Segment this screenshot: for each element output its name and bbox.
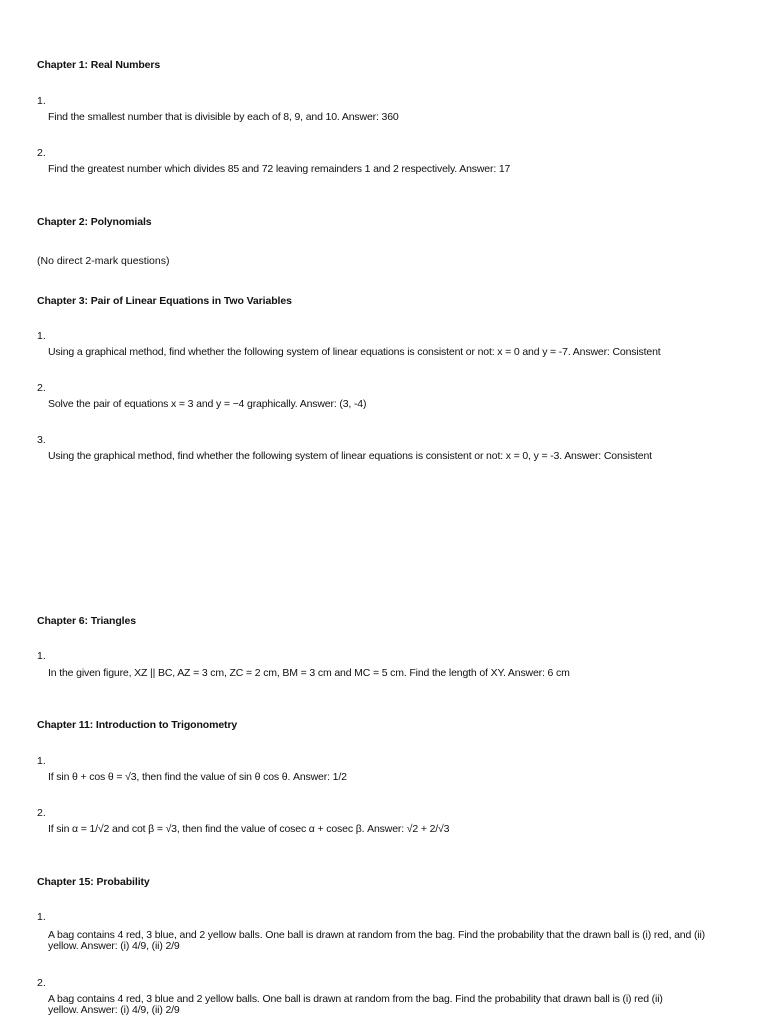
question-text: In the given figure, XZ || BC, AZ = 3 cm, ZC = 2 cm, BM = 3 cm and MC = 5 cm. Find the length of XY. Answer: 6 cm (48, 667, 570, 679)
question-text: A bag contains 4 red, 3 blue and 2 yellow balls. One ball is drawn at random from the bag. Find the probability that drawn ball is (i) red (ii) yellow. Answer: (i) 4/9, (ii) 2/9 (48, 993, 663, 1016)
question-number: 3. (37, 434, 46, 446)
question-text: If sin θ + cos θ = √3, then find the value of sin θ cos θ. Answer: 1/2 (48, 771, 347, 783)
chapter-note: (No direct 2-mark questions) (37, 255, 170, 267)
question-text: Using a graphical method, find whether the following system of linear equations is consistent or not: x = 0 and y = -7. Answer: Consistent (48, 346, 661, 358)
chapter-heading: Chapter 2: Polynomials (37, 216, 152, 228)
question-text: A bag contains 4 red, 3 blue, and 2 yellow balls. One ball is drawn at random from the bag. Find the probability that the drawn ball is (i) red, and (ii) yellow. Answer: (i) 4/9, (ii) 2/9 (48, 929, 706, 952)
question-number: 2. (37, 382, 46, 394)
chapter-heading: Chapter 6: Triangles (37, 615, 136, 627)
question-text: Find the smallest number that is divisible by each of 8, 9, and 10. Answer: 360 (48, 111, 399, 123)
question-number: 1. (37, 650, 46, 662)
question-text: Find the greatest number which divides 85 and 72 leaving remainders 1 and 2 respectively. Answer: 17 (48, 163, 511, 175)
chapter-heading: Chapter 3: Pair of Linear Equations in Two Variables (37, 295, 292, 307)
chapter-heading: Chapter 15: Probability (37, 876, 150, 888)
question-text: Solve the pair of equations x = 3 and y = −4 graphically. Answer: (3, -4) (48, 398, 367, 410)
question-text: If sin α = 1/√2 and cot β = √3, then find the value of cosec α + cosec β. Answer: √2 + 2/√3 (48, 823, 450, 835)
question-number: 2. (37, 147, 46, 159)
question-number: 1. (37, 911, 46, 923)
question-number: 1. (37, 755, 46, 767)
question-number: 2. (37, 977, 46, 989)
question-number: 1. (37, 330, 46, 342)
question-number: 2. (37, 807, 46, 819)
chapter-heading: Chapter 1: Real Numbers (37, 59, 161, 71)
question-number: 1. (37, 95, 46, 107)
chapter-heading: Chapter 11: Introduction to Trigonometry (37, 719, 238, 731)
question-text: Using the graphical method, find whether the following system of linear equations is consistent or not: x = 0, y = -3. Answer: Consistent (48, 450, 652, 462)
